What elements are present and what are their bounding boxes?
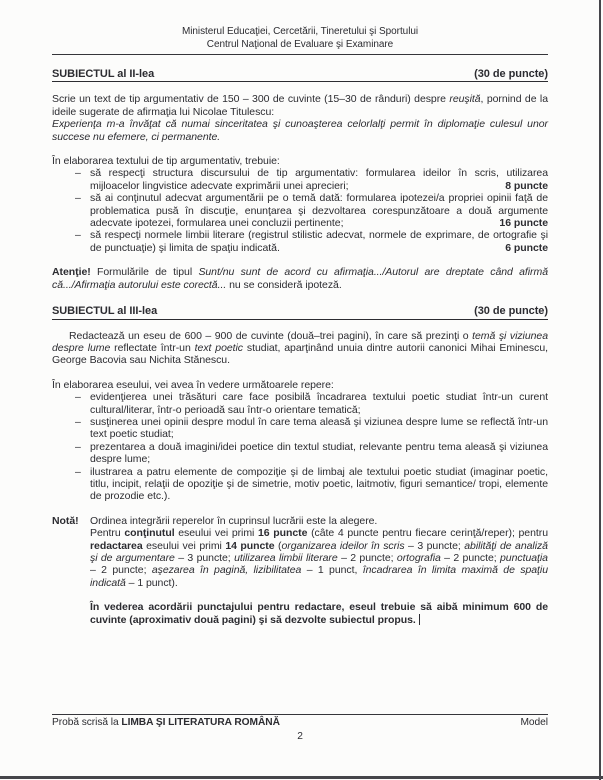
quote-paragraph: Experienţa m-a învăţat că numai sinceritatea şi cunoaşterea celorlalţi permit în diplomaţie culesul unor succese nu efemere, ci permanente. <box>52 118 548 143</box>
ministry-header <box>52 26 548 51</box>
guideline-text: evidenţierea unei trăsături care face posibilă încadrarea textului poetic studiat într-un curent cultural/literar, într-o perioadă sau într-o orientare tematică; <box>90 391 548 416</box>
requirement-item <box>52 229 548 254</box>
essay-guideline-item <box>52 466 548 503</box>
subject2-section <box>52 68 548 291</box>
ministry-line2: Centrul Naţional de Evaluare şi Examinare <box>206 38 394 50</box>
subject2-task-paragraph <box>52 93 548 118</box>
dash-marker: – <box>75 192 81 205</box>
task-text: Scrie un text de tip argumentativ de 150 – 300 de cuvinte (15–30 de rânduri) despre <box>52 93 450 106</box>
dash-marker: – <box>75 440 81 453</box>
note-text: Pentru <box>90 527 125 540</box>
note-italic: utilizarea limbii literare <box>234 552 338 564</box>
dash-marker: – <box>75 465 81 478</box>
note-scoring-paragraph <box>90 527 548 589</box>
task-italic-term: text poetic <box>194 341 244 354</box>
dash-marker: – <box>75 167 81 180</box>
note-text: – 1 punct). <box>125 576 178 589</box>
subject3-task-paragraph <box>52 330 548 367</box>
subject2-points: (30 de puncte) <box>474 68 548 80</box>
dash-marker: – <box>75 229 81 242</box>
header-rule <box>52 54 548 55</box>
final-instruction <box>90 601 548 626</box>
page-footer <box>52 714 548 744</box>
task-italic-term: temă şi viziunea despre lume <box>52 329 548 354</box>
requirement-item <box>52 167 548 192</box>
attention-note <box>52 266 548 291</box>
task-text: reflectate într-un <box>110 341 195 354</box>
subject3-section <box>52 305 548 626</box>
note-text: – 3 puncte; <box>174 552 235 564</box>
final-instruction-text: În vederea acordării punctajului pentru redactare, eseul trebuie să aibă minimum 600 de cuvinte (aproximativ două pagini) şi să dezvolte subiectul propus. <box>90 601 548 626</box>
note-bold: 14 puncte <box>225 539 275 552</box>
requirement-text: să respecţi normele limbii literare (registrul stilistic adecvat, normele de exprimare, de ortografie şi de punctuaţie) şi limita de spaţiu indicată. <box>90 229 548 254</box>
note-bold: conţinutul <box>124 527 175 540</box>
note-text: eseului vei primi <box>142 539 226 552</box>
note-italic: aşezarea în pagină, lizibilitatea <box>151 564 302 577</box>
subject2-title: SUBIECTUL al II-lea <box>52 68 155 80</box>
guideline-text: prezentarea a două imagini/idei poetice din textul studiat, relevante pentru tema aleasă şi viziunea despre lume; <box>90 440 548 466</box>
note-text: – 2 puncte; <box>337 552 397 564</box>
dash-marker: – <box>75 415 81 428</box>
attention-text: Formulările de tipul <box>90 266 199 279</box>
note-text: (câte 4 puncte pentru fiecare cerinţă/reper); pentru <box>307 527 548 540</box>
essay-guideline-item <box>52 441 548 466</box>
page-content <box>52 26 548 626</box>
note-bold: redactarea <box>90 539 143 552</box>
footer-exam-name <box>52 717 280 729</box>
dash-marker: – <box>75 391 81 404</box>
note-text: – 2 puncte; <box>90 564 152 577</box>
note-italic: ortografia <box>396 552 441 564</box>
note-text: – 2 puncte; <box>440 552 501 564</box>
footer-subject-name: LIMBA ŞI LITERATURA ROMÂNĂ <box>121 717 280 728</box>
note-text: – 1 punct, <box>301 564 363 577</box>
subject2-list-intro: În elaborarea textului de tip argumentativ, trebuie: <box>52 155 280 168</box>
subject2-heading <box>52 68 548 82</box>
guideline-text: ilustrarea a patru elemente de compoziţie şi de limbaj ale textului poetic studiat (imaginar poetic, titlu, incipit, relaţii de opoziţie şi de simetrie, motiv poetic, laitmotiv, figuri semantice/ tropi, elemente de prozodie etc.). <box>90 465 548 503</box>
note-italic: abilităţi de analiză şi de argumentare <box>90 539 548 564</box>
note-italic: punctuaţia <box>500 552 548 564</box>
note-italic: organizarea ideilor în scris <box>281 539 405 552</box>
task-italic-term: reuşită <box>449 93 481 106</box>
note-italic: încadrarea în limita maximă de spaţiu indicată <box>90 564 548 589</box>
scan-edge-bottom <box>0 776 603 779</box>
subject3-points: (30 de puncte) <box>474 305 548 318</box>
note-text: ( <box>274 539 282 552</box>
essay-guideline-item <box>52 391 548 416</box>
guideline-text: susţinerea unei opinii despre modul în care tema aleasă şi viziunea despre lume se reflectă într-un text poetic studiat; <box>90 415 548 441</box>
footer-prefix: Probă scrisă la <box>52 717 122 728</box>
attention-label: Atenţie! <box>52 266 91 279</box>
requirement-text: să respecţi structura discursului de tip argumentativ: formularea ideilor în scris, utilizarea mijloacelor lingvistice adecvate exprimării unei aprecieri; <box>90 167 548 192</box>
task-text: studiat, aparţinând unuia dintre autorii canonici Mihai Eminescu, George Bacovia sau Nichita Stănescu. <box>52 341 548 367</box>
requirement-text: să ai conţinutul adecvat argumentării pe o temă dată: formularea ipotezei/a propriei opinii faţă de problematica pusă în discuţie, enunţarea şi dezvoltarea corespunzătoare a două argumente adecvate ipotezei, formularea unei concluzii pertinente; <box>90 192 548 230</box>
text-cursor <box>419 614 420 625</box>
requirement-item <box>52 192 548 229</box>
note-block <box>52 515 548 626</box>
note-bold: 16 puncte <box>258 527 308 540</box>
ministry-line1: Ministerul Educaţiei, Cercetării, Tineretului şi Sportului <box>181 26 419 37</box>
note-text: – 3 puncte; <box>404 539 465 552</box>
note-line1: Ordinea integrării reperelor în cuprinsul lucrării este la alegere. <box>90 514 378 527</box>
page-number: 2 <box>297 731 303 743</box>
note-body <box>90 515 548 626</box>
attention-text: nu se consideră ipoteză. <box>226 278 342 291</box>
scan-edge-right <box>599 0 601 780</box>
attention-italic-examples: Sunt/nu sunt de acord cu afirmaţia.../Autorul are dreptate când afirmă că.../Afirmaţia autorului este corectă... <box>52 266 548 291</box>
points-badge: 8 puncte <box>499 180 548 192</box>
points-badge: 16 puncte <box>493 217 548 229</box>
task-text: , pornind de la ideile sugerate de afirmaţia lui Nicolae Titulescu: <box>52 93 548 118</box>
note-label: Notă! <box>52 514 79 527</box>
task-text: Redactează un eseu de 600 – 900 de cuvinte (două–trei pagini), în care să prezinţi o <box>69 329 473 342</box>
subject3-list-intro: În elaborarea eseului, vei avea în vedere următoarele repere: <box>52 378 334 391</box>
subject3-heading <box>52 305 548 319</box>
subject3-title: SUBIECTUL al III-lea <box>52 305 158 318</box>
points-badge: 6 puncte <box>499 242 548 254</box>
essay-guideline-item <box>52 416 548 441</box>
footer-model-label: Model <box>520 717 548 728</box>
note-text: eseului vei primi <box>174 527 258 540</box>
